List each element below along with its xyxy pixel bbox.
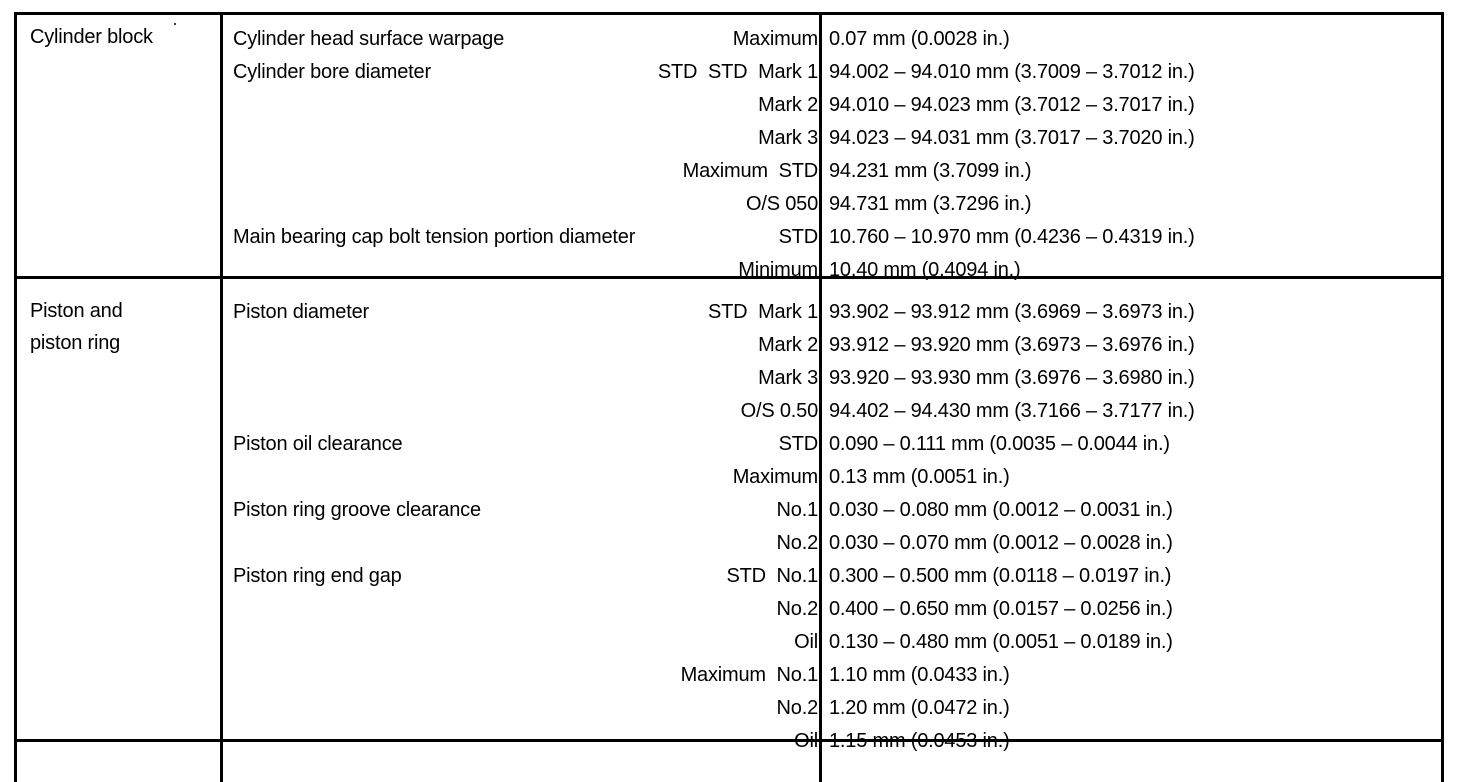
spec-value: 93.902 – 93.912 mm (3.6969 – 3.6973 in.)	[829, 301, 1195, 323]
spec-value: 0.400 – 0.650 mm (0.0157 – 0.0256 in.)	[829, 598, 1173, 620]
section-divider	[17, 739, 1441, 742]
section-title-cylinder-block: Cylinder block	[30, 26, 153, 48]
spec-condition: O/S 050	[746, 193, 818, 215]
spec-condition: No.2	[776, 598, 818, 620]
spec-condition: Maximum	[732, 28, 818, 50]
spec-value: 93.912 – 93.920 mm (3.6973 – 3.6976 in.)	[829, 334, 1195, 356]
spec-condition: Minimum	[738, 259, 818, 281]
spec-condition: No.2	[776, 532, 818, 554]
spec-condition: STD	[778, 433, 818, 455]
spec-condition: Maximum STD	[682, 160, 818, 182]
spec-value: 0.030 – 0.070 mm (0.0012 – 0.0028 in.)	[829, 532, 1173, 554]
spec-item: Piston diameter	[233, 301, 369, 323]
table-row	[223, 659, 1436, 692]
table-row	[223, 188, 1436, 221]
spec-item: Piston ring groove clearance	[233, 499, 481, 521]
spec-item: Cylinder head surface warpage	[233, 28, 505, 50]
spec-value: 94.731 mm (3.7296 in.)	[829, 193, 1032, 215]
table-row	[223, 155, 1436, 188]
spec-value: 0.300 – 0.500 mm (0.0118 – 0.0197 in.)	[829, 565, 1172, 587]
specification-table	[14, 12, 1444, 782]
spec-condition: Maximum	[732, 466, 818, 488]
table-row	[223, 296, 1436, 329]
spec-value: 0.07 mm (0.0028 in.)	[829, 28, 1010, 50]
table-row	[223, 725, 1436, 752]
spec-value: 0.130 – 0.480 mm (0.0051 – 0.0189 in.)	[829, 631, 1173, 653]
spec-value: 10.40 mm (0.4094 in.)	[829, 259, 1021, 281]
spec-item: Main bearing cap bolt tension portion diameter	[233, 226, 636, 248]
spec-condition: No.2	[776, 697, 818, 719]
spec-item: Piston ring end gap	[233, 565, 402, 587]
table-row	[223, 56, 1436, 89]
spec-value: 94.402 – 94.430 mm (3.7166 – 3.7177 in.)	[829, 400, 1195, 422]
spec-condition: STD No.1	[726, 565, 818, 587]
spec-value: 94.002 – 94.010 mm (3.7009 – 3.7012 in.)	[829, 61, 1195, 83]
spec-condition: Mark 3	[758, 127, 818, 149]
spec-value: 10.760 – 10.970 mm (0.4236 – 0.4319 in.)	[829, 226, 1195, 248]
table-row	[223, 494, 1436, 527]
spec-condition: STD Mark 1	[707, 301, 818, 323]
spec-condition: Oil	[794, 730, 818, 752]
table-row	[223, 362, 1436, 395]
table-row	[223, 329, 1436, 362]
table-row	[223, 461, 1436, 494]
table-row	[223, 428, 1436, 461]
table-row	[223, 89, 1436, 122]
spec-condition: Oil	[794, 631, 818, 653]
spec-item: Cylinder bore diameter	[233, 61, 431, 83]
table-row	[223, 23, 1436, 56]
spec-item: Piston oil clearance	[233, 433, 403, 455]
table-row	[223, 221, 1436, 254]
spec-condition: Maximum No.1	[680, 664, 818, 686]
spec-condition: STD STD Mark 1	[657, 61, 818, 83]
spec-condition: Mark 2	[758, 334, 818, 356]
spec-value: 1.15 mm (0.0453 in.)	[829, 730, 1010, 752]
spec-value: 94.231 mm (3.7099 in.)	[829, 160, 1032, 182]
spec-condition: STD	[778, 226, 818, 248]
table-row	[223, 122, 1436, 155]
spec-value: 1.10 mm (0.0433 in.)	[829, 664, 1010, 686]
spec-condition: No.1	[776, 499, 818, 521]
spec-value: 1.20 mm (0.0472 in.)	[829, 697, 1010, 719]
spec-value: 94.010 – 94.023 mm (3.7012 – 3.7017 in.)	[829, 94, 1195, 116]
spec-value: 93.920 – 93.930 mm (3.6976 – 3.6980 in.)	[829, 367, 1195, 389]
table-row	[223, 692, 1436, 725]
scan-speck	[174, 23, 176, 25]
section-title-piston-and-piston-ring: Piston and piston ring	[30, 300, 123, 354]
table-row	[223, 254, 1436, 287]
spec-value: 0.13 mm (0.0051 in.)	[829, 466, 1010, 488]
table-row	[223, 527, 1436, 560]
table-row	[223, 626, 1436, 659]
spec-value: 0.030 – 0.080 mm (0.0012 – 0.0031 in.)	[829, 499, 1173, 521]
table-row	[223, 593, 1436, 626]
spec-condition: Mark 3	[758, 367, 818, 389]
spec-condition: Mark 2	[758, 94, 818, 116]
spec-value: 94.023 – 94.031 mm (3.7017 – 3.7020 in.)	[829, 127, 1195, 149]
table-row	[223, 395, 1436, 428]
spec-value: 0.090 – 0.111 mm (0.0035 – 0.0044 in.)	[829, 433, 1170, 455]
spec-condition: O/S 0.50	[740, 400, 818, 422]
table-row	[223, 560, 1436, 593]
